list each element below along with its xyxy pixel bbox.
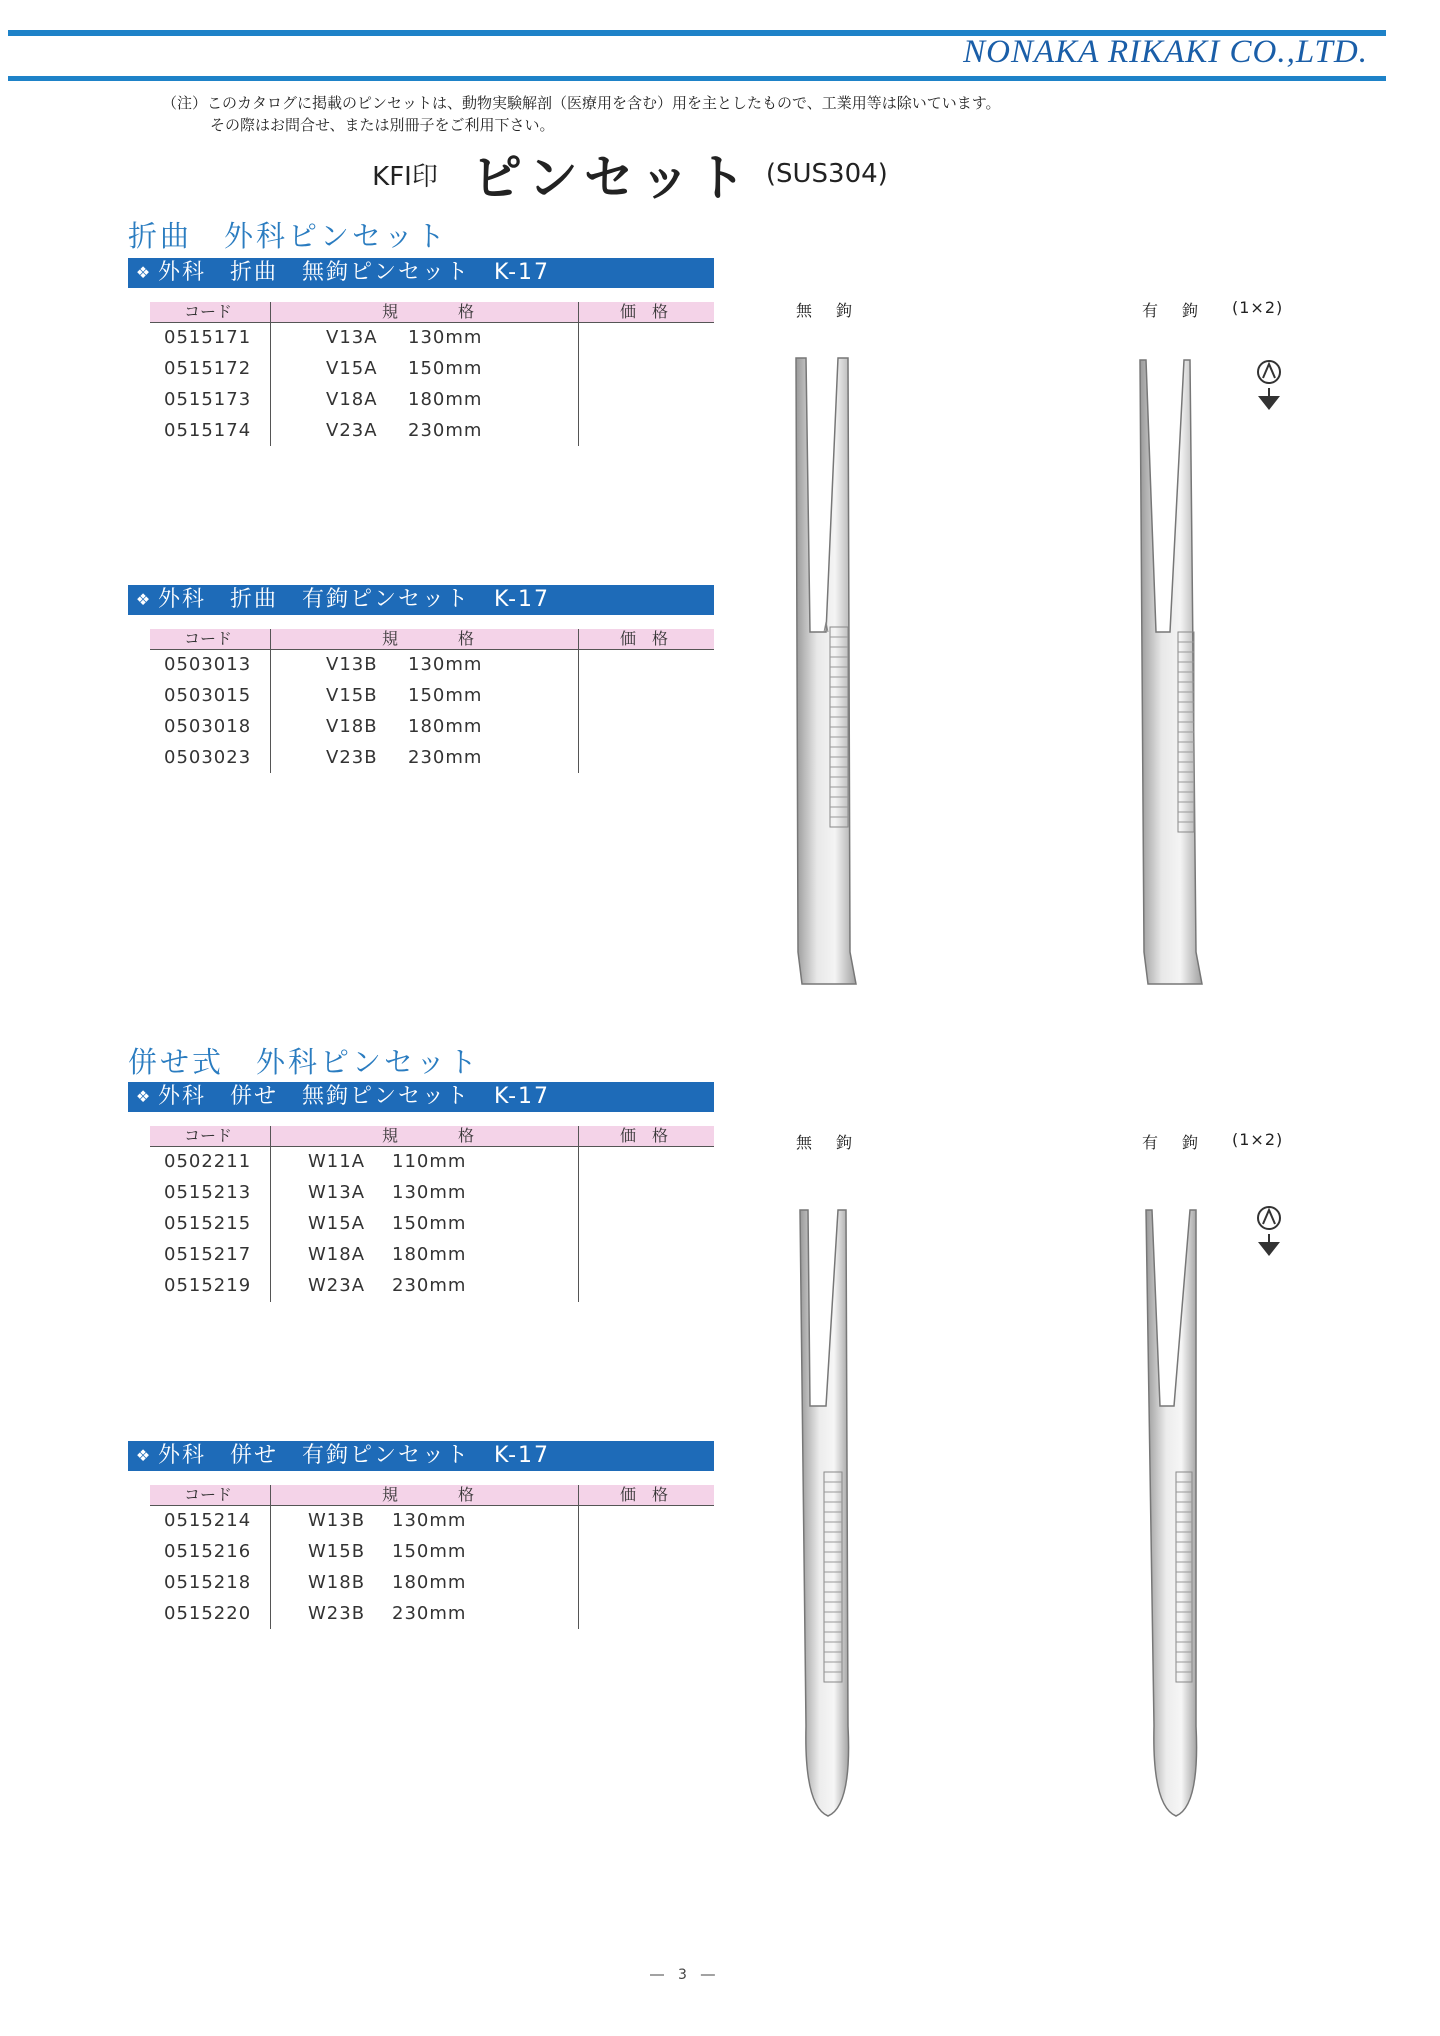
label-hook: 有 鉤 — [1142, 1133, 1203, 1152]
note-line-1: （注）このカタログに掲載のピンセットは、動物実験解剖（医療用を含む）用を主としたもので、工業用等は除いています。 — [162, 94, 1001, 112]
col-code: コード — [184, 1485, 233, 1504]
note-line-2: その際はお問合せ、または別冊子をご利用下さい。 — [210, 116, 555, 134]
table-row: W18B — [308, 1572, 366, 1593]
table-row: W23B — [308, 1603, 366, 1624]
section-heading: 折曲 外科ピンセット — [128, 219, 449, 253]
company-name: NONAKA RIKAKI CO.,LTD. — [963, 34, 1368, 70]
label-hook: 有 鉤 — [1142, 301, 1203, 320]
table-header-row — [150, 1485, 714, 1506]
table-row: W13B — [308, 1510, 366, 1531]
col-spec-b: 格 — [458, 302, 475, 321]
table-title: 外科 併せ 無鉤ピンセット K-17 — [158, 1084, 551, 1109]
forceps-bent-no-hook-image — [780, 352, 870, 992]
table-row: 150mm — [408, 685, 483, 706]
table-title-band — [128, 258, 714, 288]
table-row: V15A — [326, 358, 378, 379]
table-row: 0515216 — [164, 1541, 252, 1562]
diamond-icon: ❖ — [135, 1087, 151, 1106]
table-row: 230mm — [408, 747, 483, 768]
label-no-hook: 無 鉤 — [796, 301, 857, 320]
col-spec-a: 規 — [382, 1126, 399, 1145]
table-row: W13A — [308, 1182, 366, 1203]
table-title: 外科 併せ 有鉤ピンセット K-17 — [158, 1443, 551, 1468]
table-header-row — [150, 629, 714, 650]
table-row: W15B — [308, 1541, 366, 1562]
page-number: ― 3 ― — [650, 1967, 715, 1983]
table-row: 180mm — [408, 389, 483, 410]
col-divider — [270, 1485, 271, 1629]
table-row: 0502211 — [164, 1151, 252, 1172]
table-row: V13A — [326, 327, 378, 348]
col-code: コード — [184, 1126, 233, 1145]
forceps-straight-no-hook-image — [788, 1206, 868, 1826]
table-row: 0503015 — [164, 685, 252, 706]
table-row: 0515214 — [164, 1510, 252, 1531]
col-price: 価 格 — [620, 1485, 669, 1504]
table-title-band — [128, 1082, 714, 1112]
table-row: 180mm — [392, 1572, 467, 1593]
col-price: 価 格 — [620, 629, 669, 648]
table-row: 230mm — [392, 1603, 467, 1624]
table-row: 130mm — [392, 1182, 467, 1203]
table-row: 230mm — [408, 420, 483, 441]
col-code: コード — [184, 629, 233, 648]
brand-label: KFI印 — [372, 161, 438, 192]
table-row: 0515215 — [164, 1213, 252, 1234]
col-divider — [578, 629, 579, 773]
table-row: 0515218 — [164, 1572, 252, 1593]
table-row: 130mm — [392, 1510, 467, 1531]
table-row: 180mm — [392, 1244, 467, 1265]
table-row: 0515171 — [164, 327, 252, 348]
table-row: 150mm — [392, 1213, 467, 1234]
table-row: V13B — [326, 654, 378, 675]
col-spec-b: 格 — [458, 1485, 475, 1504]
table-row: 110mm — [392, 1151, 467, 1172]
diamond-icon: ❖ — [135, 263, 151, 282]
table-row: 0503013 — [164, 654, 252, 675]
table-row: 0503023 — [164, 747, 252, 768]
table-row: V23A — [326, 420, 378, 441]
label-hook-ratio: (1×2) — [1232, 1130, 1284, 1149]
forceps-bent-hook-image — [1126, 352, 1216, 992]
table-row: 150mm — [408, 358, 483, 379]
table-row: 0515172 — [164, 358, 252, 379]
table-row: V15B — [326, 685, 378, 706]
table-title: 外科 折曲 有鉤ピンセット K-17 — [158, 587, 551, 612]
table-row: W23A — [308, 1275, 366, 1296]
table-row: 230mm — [392, 1275, 467, 1296]
table-row: V18B — [326, 716, 378, 737]
col-divider — [578, 1126, 579, 1302]
table-row: 130mm — [408, 654, 483, 675]
table-title: 外科 折曲 無鉤ピンセット K-17 — [158, 260, 551, 285]
label-no-hook: 無 鉤 — [796, 1133, 857, 1152]
table-row: 0503018 — [164, 716, 252, 737]
title-main: ピンセット — [471, 149, 752, 207]
forceps-straight-hook-image — [1136, 1206, 1216, 1826]
label-hook-ratio: (1×2) — [1232, 298, 1284, 317]
table-title-band — [128, 585, 714, 615]
table-row: V18A — [326, 389, 378, 410]
table-row: W11A — [308, 1151, 366, 1172]
table-header-row — [150, 302, 714, 323]
tooth-icon — [1252, 356, 1286, 416]
table-row: 0515213 — [164, 1182, 252, 1203]
diamond-icon: ❖ — [135, 1446, 151, 1465]
table-header-row — [150, 1126, 714, 1147]
section-heading: 併せ式 外科ピンセット — [128, 1045, 481, 1079]
diamond-icon: ❖ — [135, 590, 151, 609]
col-divider — [578, 302, 579, 446]
table-row: 180mm — [408, 716, 483, 737]
col-spec-b: 格 — [458, 1126, 475, 1145]
col-spec-a: 規 — [382, 1485, 399, 1504]
col-divider — [578, 1485, 579, 1629]
table-row: 0515219 — [164, 1275, 252, 1296]
col-divider — [270, 629, 271, 773]
table-row: 150mm — [392, 1541, 467, 1562]
col-spec-a: 規 — [382, 302, 399, 321]
table-row: 0515220 — [164, 1603, 252, 1624]
col-spec-b: 格 — [458, 629, 475, 648]
col-spec-a: 規 — [382, 629, 399, 648]
table-row: 0515217 — [164, 1244, 252, 1265]
table-row: W15A — [308, 1213, 366, 1234]
table-row: 0515174 — [164, 420, 252, 441]
col-price: 価 格 — [620, 302, 669, 321]
col-divider — [270, 1126, 271, 1302]
table-row: 130mm — [408, 327, 483, 348]
table-row: 0515173 — [164, 389, 252, 410]
col-code: コード — [184, 302, 233, 321]
top-rule-lower — [8, 76, 1386, 81]
page-title — [0, 138, 1260, 210]
material-label: (SUS304) — [765, 159, 888, 189]
col-price: 価 格 — [620, 1126, 669, 1145]
table-title-band — [128, 1441, 714, 1471]
tooth-icon — [1252, 1202, 1286, 1262]
col-divider — [270, 302, 271, 446]
table-row: V23B — [326, 747, 378, 768]
table-row: W18A — [308, 1244, 366, 1265]
